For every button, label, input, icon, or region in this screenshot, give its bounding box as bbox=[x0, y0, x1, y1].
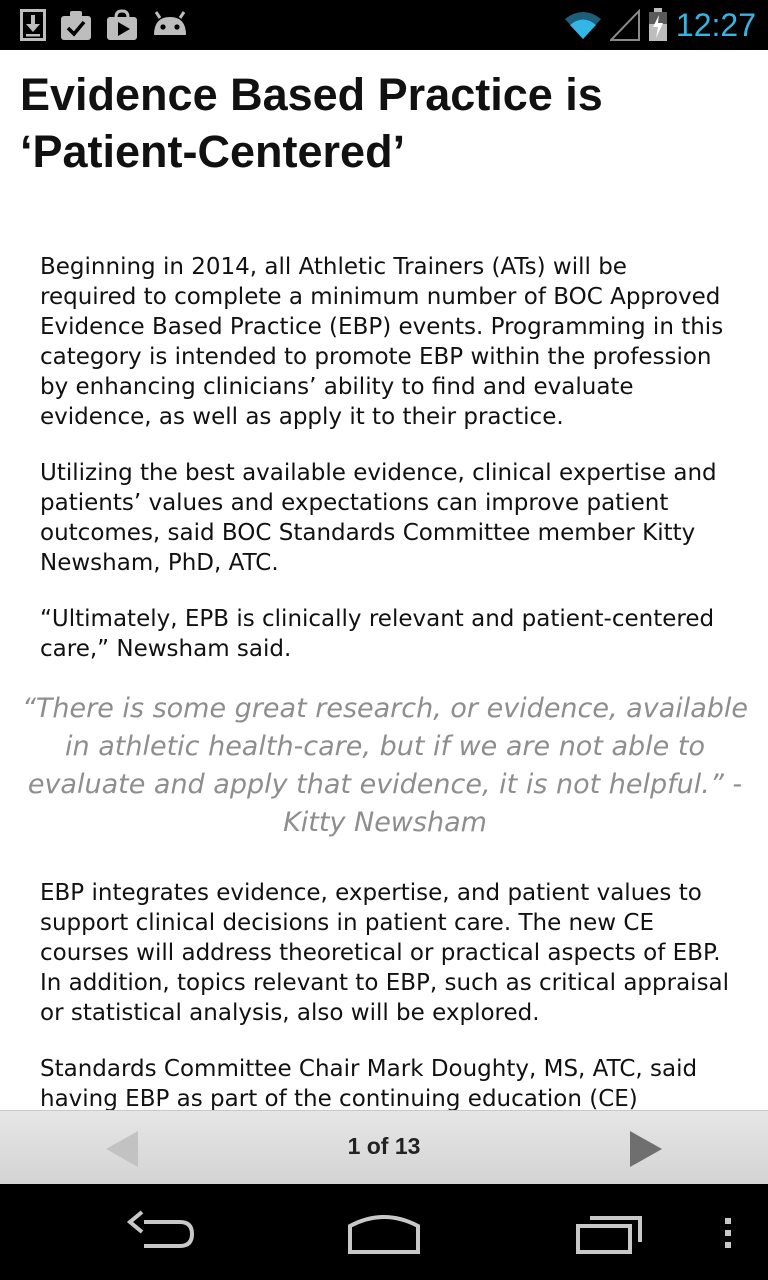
article-paragraph: “Ultimately, EPB is clinically relevant and patient-centered care,” Newsham said. bbox=[40, 606, 715, 662]
play-store-icon bbox=[106, 9, 138, 41]
wifi-icon bbox=[564, 9, 602, 41]
chevron-left-icon bbox=[100, 1127, 144, 1171]
next-page-button[interactable] bbox=[624, 1127, 668, 1171]
article-body bbox=[21, 252, 749, 1110]
article-view[interactable] bbox=[0, 50, 768, 1110]
pager-bar bbox=[0, 1110, 768, 1185]
cell-signal-icon bbox=[610, 9, 640, 41]
article-paragraph: EBP integrates evidence, expertise, and patient values to support clinical decisions in patient care. The new CE courses will address theoretical or practical aspects of EBP. In addition, topics relevant to EBP, such as critical appraisal or statistical analysis, also will be explored. bbox=[40, 880, 730, 1026]
page-indicator: 1 of 13 bbox=[347, 1133, 421, 1159]
battery-icon bbox=[648, 8, 668, 42]
android-icon bbox=[152, 9, 188, 41]
home-button[interactable] bbox=[346, 1206, 422, 1258]
overflow-menu-icon bbox=[716, 1206, 740, 1258]
home-icon bbox=[346, 1206, 422, 1258]
system-status bbox=[564, 6, 756, 44]
previous-page-button[interactable] bbox=[100, 1127, 144, 1171]
article-paragraph: Standards Committee Chair Mark Doughty, MS, ATC, said having EBP as part of the continuing education (CE) bbox=[40, 1056, 698, 1110]
article-paragraph: Utilizing the best available evidence, clinical expertise and patients’ values and expectations can improve patient outcomes, said BOC Standards Committee member Kitty Newsham, PhD, ATC. bbox=[40, 460, 717, 576]
article-paragraph: Beginning in 2014, all Athletic Trainers (ATs) will be required to complete a minimum number of BOC Approved Evidence Based Practice (EBP) events. Programming in this category is intended to promote EBP within the profession by enhancing clinicians’ ability to find and evaluate evidence, as well as apply it to their practice. bbox=[40, 254, 724, 430]
chevron-right-icon bbox=[624, 1127, 668, 1171]
article-title: Evidence Based Practice is ‘Patient-Centered’ bbox=[20, 69, 603, 177]
recent-apps-button[interactable] bbox=[574, 1206, 646, 1258]
overflow-menu-button[interactable] bbox=[716, 1206, 740, 1258]
notification-icons bbox=[20, 8, 188, 42]
status-bar bbox=[0, 0, 768, 50]
pull-quote: “There is some great research, or evidence, available in athletic health-care, but if we are not able to evaluate and apply that evidence, it is not helpful.” - Kitty Newsham bbox=[21, 693, 749, 838]
back-button[interactable] bbox=[124, 1206, 196, 1258]
back-icon bbox=[124, 1206, 196, 1258]
recent-apps-icon bbox=[574, 1206, 646, 1258]
clipboard-check-icon bbox=[60, 9, 92, 41]
navigation-bar bbox=[0, 1184, 768, 1280]
clock: 12:27 bbox=[675, 6, 756, 43]
download-icon bbox=[20, 9, 46, 41]
